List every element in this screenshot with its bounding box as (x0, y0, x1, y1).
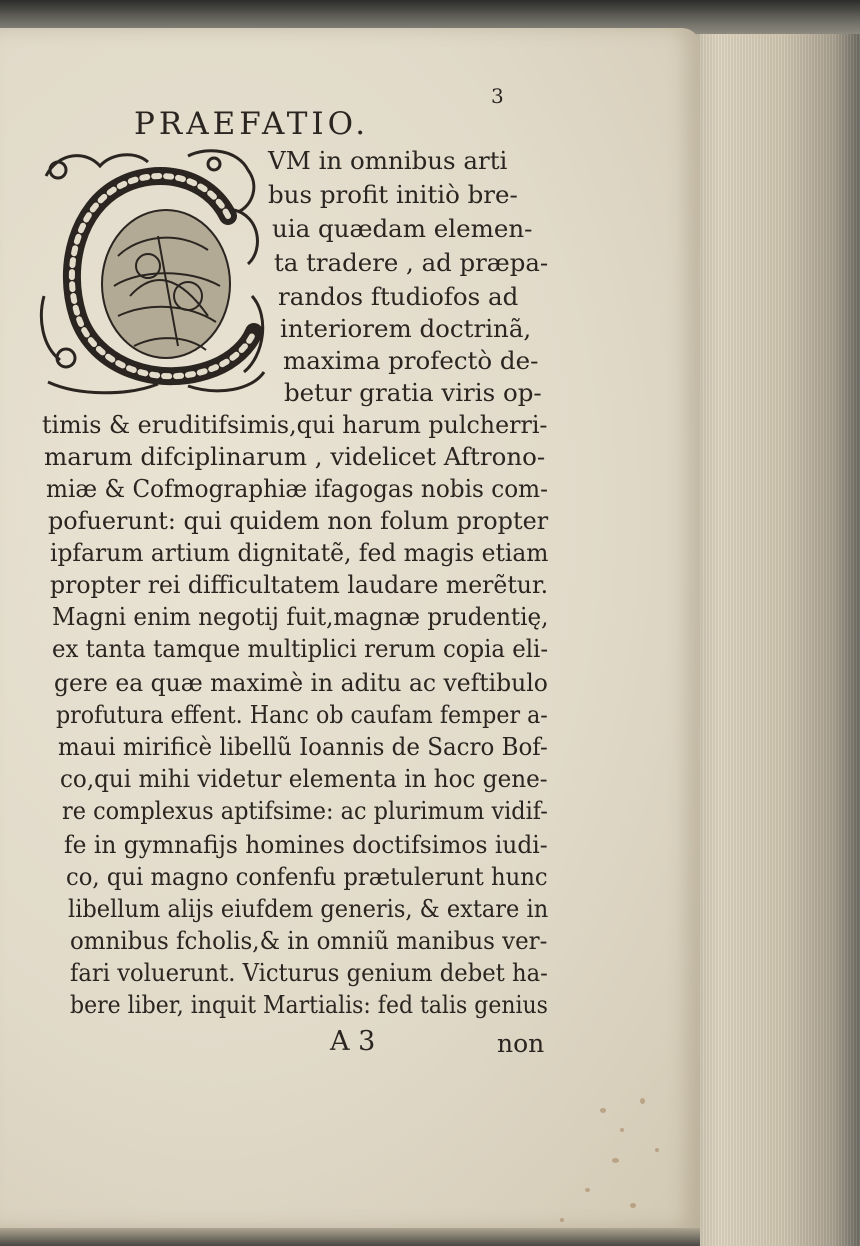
text-line: maxima profectò de- (283, 346, 539, 375)
text-line: timis & eruditifsimis,qui harum pulcherri- (42, 410, 548, 439)
text-line: co,qui mihi videtur elementa in hoc gene- (60, 764, 548, 793)
foxing-spot (655, 1148, 659, 1152)
foxing-spot (612, 1158, 619, 1163)
foxing-spot (600, 1108, 606, 1113)
text-line: miæ & Cofmographiæ ifagogas nobis com- (46, 474, 548, 503)
text-line: co, qui magno confenfu prætulerunt hunc (66, 862, 548, 891)
text-line: maui mirificè libellũ Ioannis de Sacro Bof- (58, 732, 548, 761)
page-number: 3 (491, 84, 504, 108)
text-line: ipfarum artium dignitatẽ, fed magis etiam (50, 538, 549, 567)
book-fore-edge (688, 34, 860, 1246)
text-line: randos ftudiofos ad (278, 282, 519, 311)
text-line: propter rei difficultatem laudare merẽtur. (50, 570, 549, 599)
text-line: marum difciplinarum , videlicet Aftrono- (44, 442, 546, 471)
text-line: omnibus fcholis,& in omniũ manibus ver- (70, 926, 548, 955)
text-line: libellum alijs eiufdem generis, & extare in (68, 894, 549, 923)
text-line: re complexus aptifsime: ac plurimum vidif- (62, 796, 548, 825)
text-line: VM in omnibus arti (268, 146, 508, 175)
running-head: PRAEFATIO. (134, 106, 370, 142)
book-bottom-edge (0, 1226, 700, 1246)
text-line: betur gratia viris op- (284, 378, 542, 407)
text-line: ex tanta tamque multiplici rerum copia eli- (52, 634, 549, 663)
text-line: pofuerunt: qui quidem non folum propter (48, 506, 549, 535)
text-line: ta tradere , ad præpa- (274, 248, 549, 277)
text-line: fe in gymnafijs homines doctifsimos iudi- (64, 830, 548, 859)
text-line: gere ea quæ maximè in aditu ac veftibulo (54, 668, 548, 697)
foxing-spot (585, 1188, 590, 1192)
text-line: bere liber, inquit Martialis: fed talis genius (70, 990, 548, 1019)
text-line: fari voluerunt. Victurus genium debet ha- (70, 958, 548, 987)
catchword: non (497, 1029, 545, 1058)
signature-mark: A 3 (330, 1026, 376, 1057)
foxing-spot (640, 1098, 645, 1104)
decorated-initial-c (38, 146, 270, 398)
text-line: Magni enim negotij fuit,magnæ prudentię, (52, 602, 549, 631)
text-line: profutura effent. Hanc ob caufam femper a- (56, 700, 548, 729)
foxing-spot (630, 1203, 636, 1208)
foxing-spot (620, 1128, 624, 1132)
text-line: bus profit initiò bre- (268, 180, 518, 209)
text-line: uia quædam elemen- (272, 214, 533, 243)
text-line: interiorem doctrinã, (280, 314, 532, 343)
foxing-spot (560, 1218, 564, 1222)
